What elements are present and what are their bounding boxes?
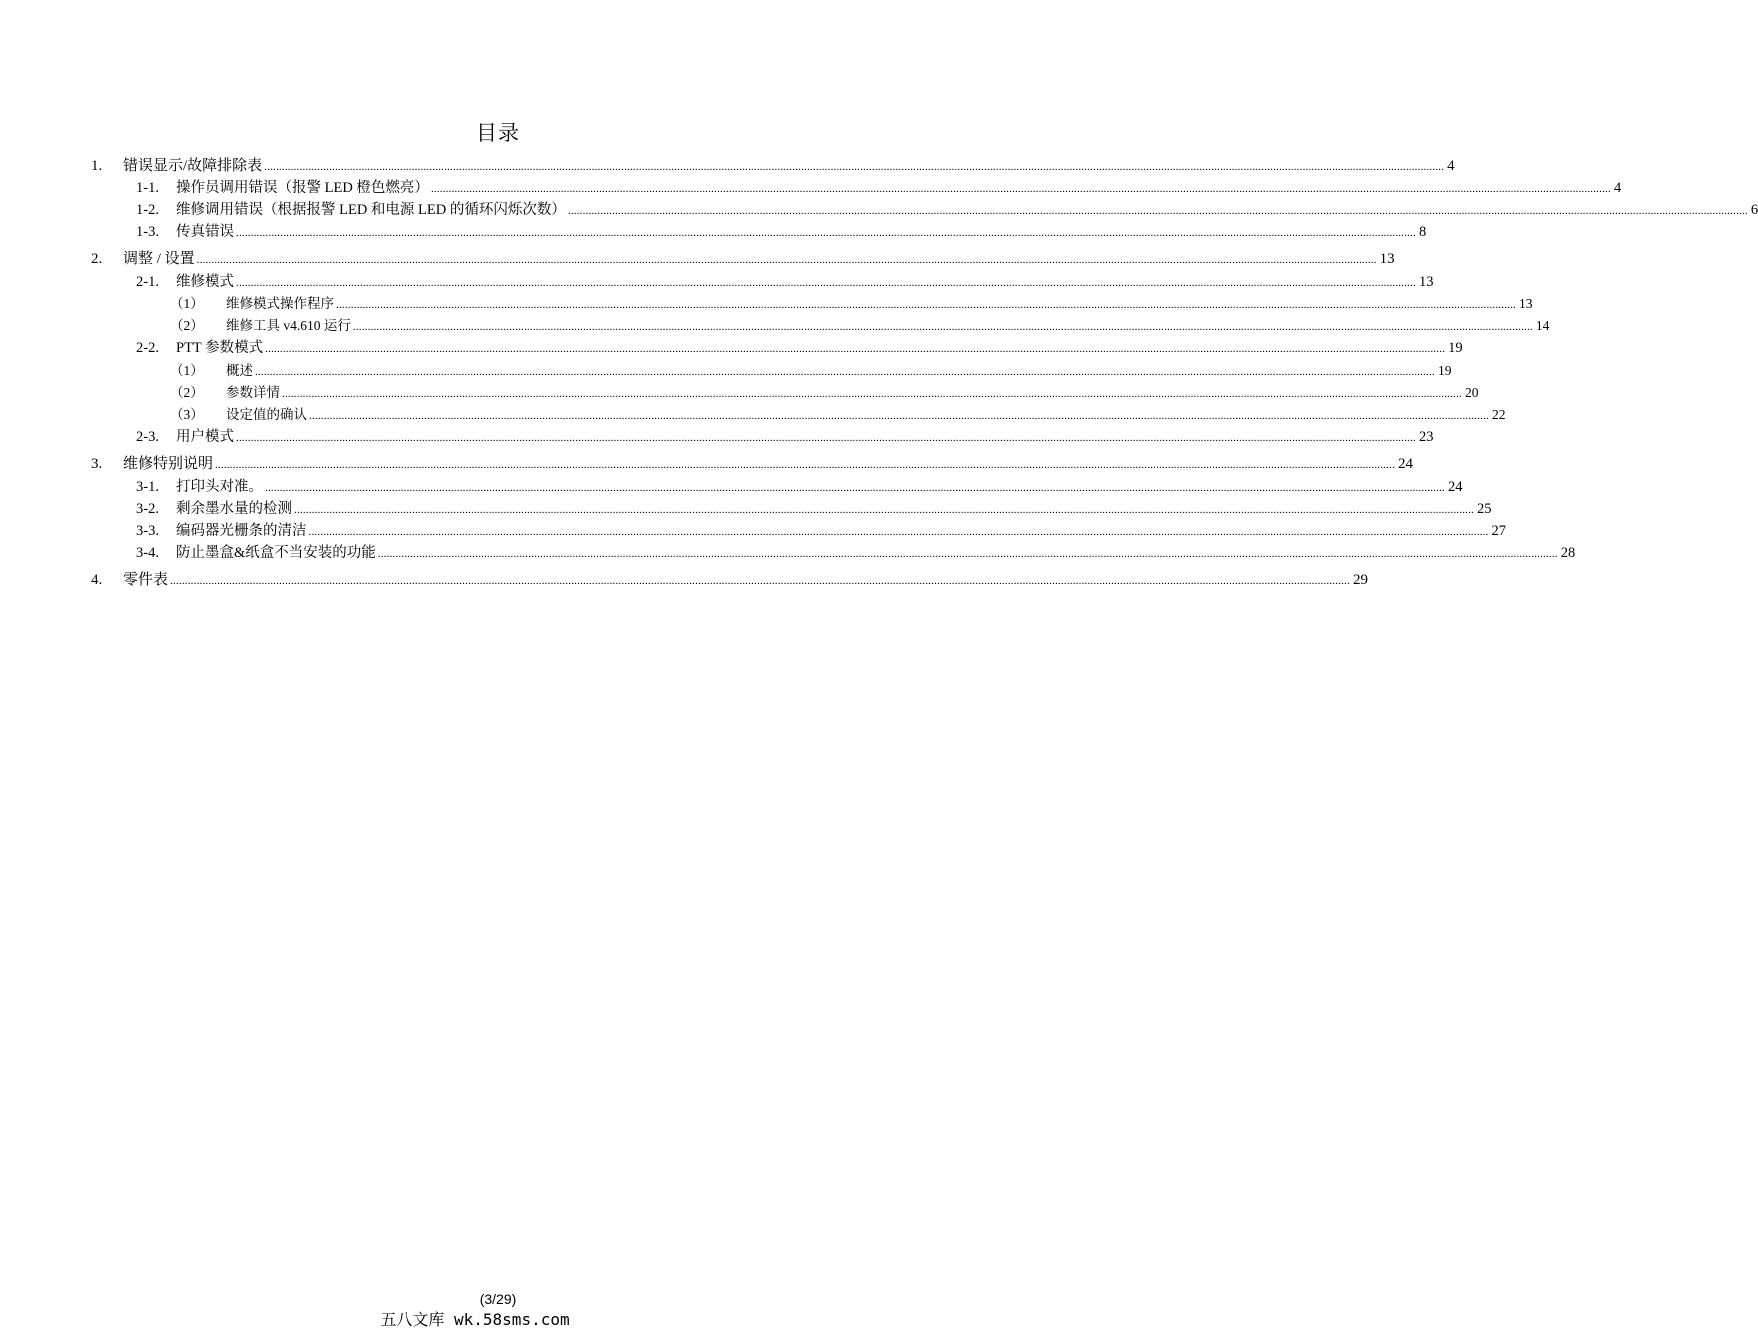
site-watermark: 五八文库 wk.58sms.com xyxy=(380,1310,570,1329)
toc-entry-level2[interactable] xyxy=(0,200,1758,220)
toc-entry-number: 2-1. xyxy=(136,274,159,290)
toc-entry-level3[interactable] xyxy=(0,361,1452,381)
toc-leader-dots: ................................................................................................................................................................................................................................................................................................................................................................................................................ xyxy=(236,227,1416,239)
toc-entry-number: 4. xyxy=(91,572,103,588)
toc-entry-page: 29 xyxy=(1353,572,1369,588)
toc-entry-title: 操作员调用错误（报警 LED 橙色燃亮） xyxy=(176,180,429,196)
toc-entry-page: 22 xyxy=(1492,407,1506,422)
toc-entry-page: 8 xyxy=(1419,224,1427,240)
toc-leader-dots: ................................................................................................................................................................................................................................................................................................................................................................................................................ xyxy=(196,254,1377,266)
table-of-contents xyxy=(0,0,1758,600)
toc-entry-page: 28 xyxy=(1560,545,1576,561)
toc-entry-level3[interactable] xyxy=(0,405,1506,425)
toc-entry-number: （2） xyxy=(170,318,204,333)
toc-leader-dots: ................................................................................................................................................................................................................................................................................................................................................................................................................ xyxy=(308,526,1489,538)
toc-entry-level2[interactable] xyxy=(0,477,1463,497)
toc-entry-page: 20 xyxy=(1465,385,1479,400)
toc-entry-number: 1-2. xyxy=(136,202,159,218)
toc-leader-dots: ................................................................................................................................................................................................................................................................................................................................................................................................................ xyxy=(567,205,1748,217)
toc-entry-title: PTT 参数模式 xyxy=(176,340,264,356)
page-number-indicator: (3/29) xyxy=(479,1291,517,1307)
toc-entry-page: 23 xyxy=(1419,429,1434,445)
toc-entry-page: 25 xyxy=(1477,501,1492,517)
toc-entry-number: 2. xyxy=(91,251,103,267)
toc-entry-page: 13 xyxy=(1379,251,1395,267)
toc-entry-page: 6 xyxy=(1750,202,1758,218)
toc-leader-dots: ................................................................................................................................................................................................................................................................................................................................................................................................................ xyxy=(265,343,1446,355)
toc-leader-dots: ................................................................................................................................................................................................................................................................................................................................................................................................................ xyxy=(294,504,1474,516)
toc-entry-title: 防止墨盒&纸盒不当安装的功能 xyxy=(176,545,376,561)
toc-entry-title: 调整 / 设置 xyxy=(123,251,195,267)
toc-leader-dots: ................................................................................................................................................................................................................................................................................................................................................................................................................ xyxy=(309,410,1489,422)
toc-leader-dots: ................................................................................................................................................................................................................................................................................................................................................................................................................ xyxy=(282,388,1462,400)
toc-entry-title: 剩余墨水量的检测 xyxy=(176,501,292,517)
toc-entry-number: 1-3. xyxy=(136,224,159,240)
toc-entry-number: （1） xyxy=(170,363,204,378)
toc-entry-page: 24 xyxy=(1448,479,1463,495)
toc-entry-level3[interactable] xyxy=(0,383,1479,403)
toc-entry-level3[interactable] xyxy=(0,294,1533,314)
page-title: 目录 xyxy=(476,121,520,145)
toc-leader-dots: ................................................................................................................................................................................................................................................................................................................................................................................................................ xyxy=(236,277,1416,289)
toc-entry-number: 2-3. xyxy=(136,429,159,445)
toc-entry-page: 4 xyxy=(1613,180,1622,196)
toc-entry-level2[interactable] xyxy=(0,499,1492,519)
toc-entry-level2[interactable] xyxy=(0,272,1434,292)
toc-entry-title: 概述 xyxy=(226,363,253,378)
toc-entry-number: 3-4. xyxy=(136,545,159,561)
toc-entry-level2[interactable] xyxy=(0,543,1576,563)
toc-entry-title: 传真错误 xyxy=(176,224,234,240)
toc-entry-page: 4 xyxy=(1447,158,1455,174)
toc-entry-page: 14 xyxy=(1535,318,1550,333)
toc-entry-level2[interactable] xyxy=(0,427,1434,447)
toc-entry-title: 打印头对准。 xyxy=(176,479,263,495)
toc-entry-page: 24 xyxy=(1398,456,1414,472)
toc-leader-dots: ................................................................................................................................................................................................................................................................................................................................................................................................................ xyxy=(215,459,1396,471)
toc-entry-number: （3） xyxy=(170,407,204,422)
toc-leader-dots: ................................................................................................................................................................................................................................................................................................................................................................................................................ xyxy=(170,575,1351,587)
toc-entry-number: 2-2. xyxy=(136,340,159,356)
toc-leader-dots: ................................................................................................................................................................................................................................................................................................................................................................................................................ xyxy=(377,548,1558,560)
toc-leader-dots: ................................................................................................................................................................................................................................................................................................................................................................................................................ xyxy=(255,366,1435,378)
toc-leader-dots: ................................................................................................................................................................................................................................................................................................................................................................................................................ xyxy=(264,161,1445,173)
toc-entry-level2[interactable] xyxy=(0,222,1427,242)
toc-entry-title: 编码器光栅条的清洁 xyxy=(176,523,307,539)
toc-entry-title: 维修模式 xyxy=(176,274,234,290)
toc-entry-level2[interactable] xyxy=(0,521,1506,541)
toc-entry-title: 维修模式操作程序 xyxy=(226,296,334,311)
toc-entry-level1[interactable] xyxy=(0,570,1369,590)
toc-entry-level1[interactable] xyxy=(0,454,1414,474)
toc-leader-dots: ................................................................................................................................................................................................................................................................................................................................................................................................................ xyxy=(352,321,1533,333)
toc-entry-page: 19 xyxy=(1448,340,1463,356)
toc-leader-dots: ................................................................................................................................................................................................................................................................................................................................................................................................................ xyxy=(265,482,1445,494)
toc-entry-number: 1. xyxy=(91,158,103,174)
toc-entry-page: 27 xyxy=(1491,523,1506,539)
toc-entry-page: 13 xyxy=(1419,274,1434,290)
toc-leader-dots: ................................................................................................................................................................................................................................................................................................................................................................................................................ xyxy=(430,183,1611,195)
toc-leader-dots: ................................................................................................................................................................................................................................................................................................................................................................................................................ xyxy=(336,299,1516,311)
toc-entry-title: 维修调用错误（根据报警 LED 和电源 LED 的循环闪烁次数） xyxy=(176,202,566,218)
toc-entry-number: 3-1. xyxy=(136,479,159,495)
toc-entry-level1[interactable] xyxy=(0,249,1395,269)
toc-entry-level3[interactable] xyxy=(0,316,1550,336)
toc-entry-page: 13 xyxy=(1519,296,1533,311)
toc-entry-number: 3-3. xyxy=(136,523,159,539)
toc-entry-title: 用户模式 xyxy=(176,429,234,445)
toc-entry-number: 3. xyxy=(91,456,103,472)
toc-entry-level2[interactable] xyxy=(0,178,1622,198)
toc-leader-dots: ................................................................................................................................................................................................................................................................................................................................................................................................................ xyxy=(236,432,1416,444)
toc-entry-level1[interactable] xyxy=(0,156,1455,176)
toc-entry-number: （1） xyxy=(170,296,204,311)
toc-entry-title: 维修特别说明 xyxy=(123,456,214,472)
toc-entry-title: 维修工具 v4.610 运行 xyxy=(226,318,351,333)
toc-entry-number: （2） xyxy=(170,385,204,400)
toc-entry-level2[interactable] xyxy=(0,338,1463,358)
toc-entry-title: 零件表 xyxy=(123,572,169,588)
toc-entry-page: 19 xyxy=(1438,363,1452,378)
toc-entry-title: 参数详情 xyxy=(226,385,280,400)
toc-entry-number: 1-1. xyxy=(136,180,159,196)
toc-entry-number: 3-2. xyxy=(136,501,159,517)
toc-entry-title: 设定值的确认 xyxy=(226,407,307,422)
toc-entry-title: 错误显示/故障排除表 xyxy=(123,158,263,174)
